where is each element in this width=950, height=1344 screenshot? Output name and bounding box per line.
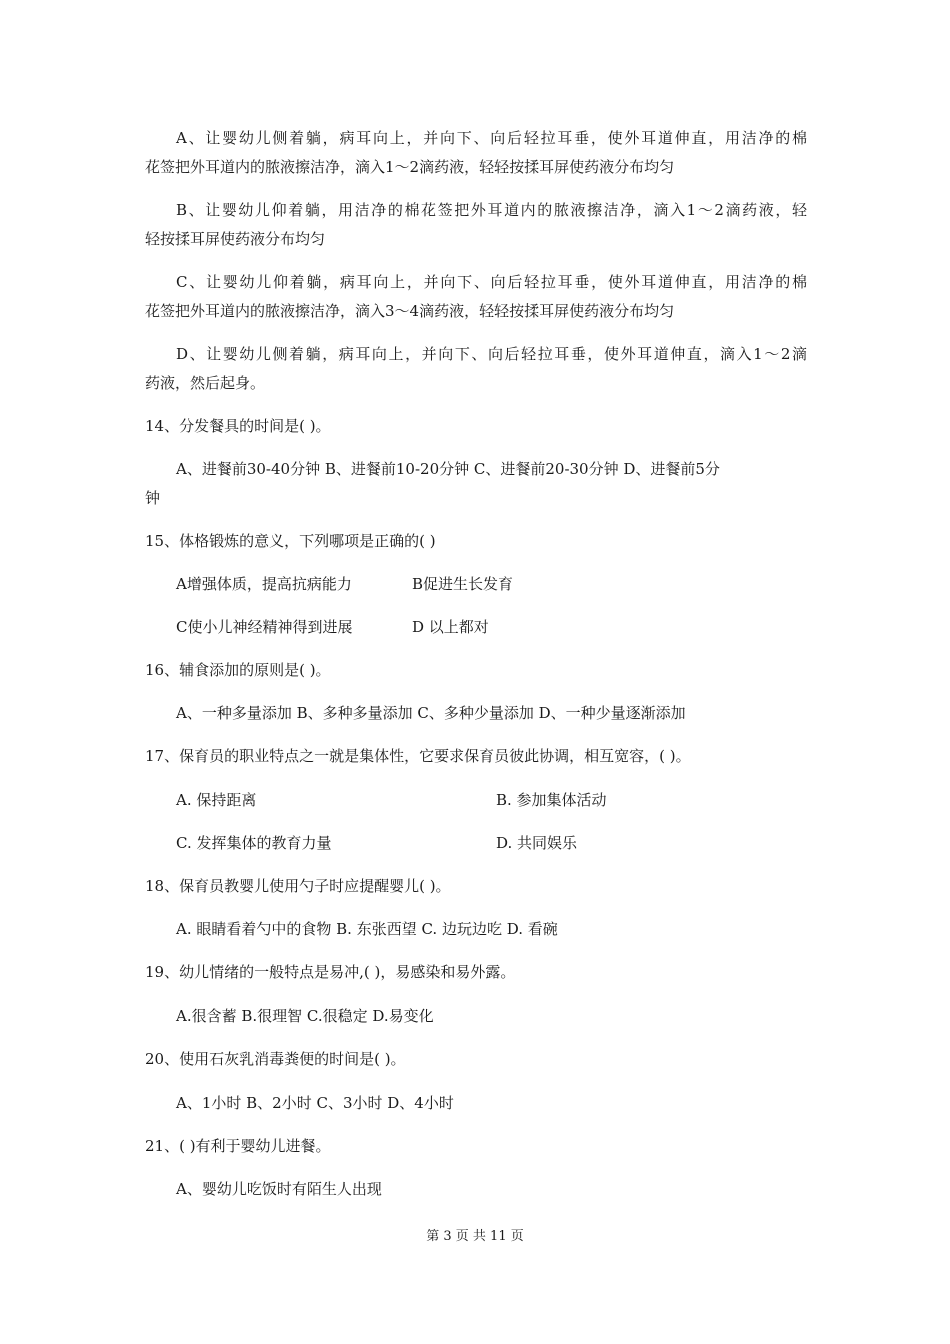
q17-option-b: B. 参加集体活动 (496, 791, 607, 809)
q17-option-a: A. 保持距离 (176, 791, 257, 809)
q13-option-b-line2: 轻按揉耳屏使药液分布均匀 (145, 230, 326, 248)
q13-option-d-line2: 药液，然后起身。 (145, 374, 266, 392)
page-footer: 第 3 页 共 11 页 (426, 1229, 524, 1244)
q13-option-c-line1: C、让婴幼儿仰着躺，病耳向上，并向下、向后轻拉耳垂，使外耳道伸直，用洁净的棉 (176, 273, 807, 291)
q19-question: 19、幼儿情绪的一般特点是易冲,( )，易感染和易外露。 (145, 963, 516, 981)
q13-option-a-line1: A、让婴幼儿侧着躺，病耳向上，并向下、向后轻拉耳垂，使外耳道伸直，用洁净的棉 (176, 129, 807, 147)
q15-question: 15、体格锻炼的意义，下列哪项是正确的( ) (145, 532, 436, 550)
q14-options-line2: 钟 (145, 489, 161, 507)
q20-question: 20、使用石灰乳消毒粪便的时间是( )。 (145, 1050, 406, 1068)
q13-option-d-line1: D、让婴幼儿侧着躺，病耳向上，并向下、向后轻拉耳垂，使外耳道伸直，滴入1～2滴 (176, 345, 807, 363)
q16-options: A、一种多量添加 B、多种多量添加 C、多种少量添加 D、一种少量逐渐添加 (176, 704, 686, 722)
q13-option-b-line1: B、让婴幼儿仰着躺，用洁净的棉花签把外耳道内的脓液擦洁净，滴入1～2滴药液，轻 (176, 201, 807, 219)
q14-question: 14、分发餐具的时间是( )。 (145, 417, 331, 435)
q21-option-a: A、婴幼儿吃饭时有陌生人出现 (176, 1180, 382, 1198)
q19-options: A.很含蓄 B.很理智 C.很稳定 D.易变化 (176, 1007, 434, 1025)
q13-option-c-line2: 花签把外耳道内的脓液擦洁净，滴入3～4滴药液，轻轻按揉耳屏使药液分布均匀 (145, 302, 675, 320)
q18-options: A. 眼睛看着勺中的食物 B. 东张西望 C. 边玩边吃 D. 看碗 (176, 920, 558, 938)
q15-option-a: A增强体质，提高抗病能力 (176, 575, 352, 593)
q15-option-b: B促进生长发育 (412, 575, 514, 593)
q14-options-line1: A、进餐前30-40分钟 B、进餐前10-20分钟 C、进餐前20-30分钟 D、进餐前5分 (176, 460, 720, 478)
q15-option-c: C使小儿神经精神得到进展 (176, 618, 353, 636)
q16-question: 16、辅食添加的原则是( )。 (145, 661, 331, 679)
q17-option-c: C. 发挥集体的教育力量 (176, 834, 332, 852)
q21-question: 21、( )有利于婴幼儿进餐。 (145, 1137, 331, 1155)
q18-question: 18、保育员教婴儿使用勺子时应提醒婴儿( )。 (145, 877, 451, 895)
q13-option-a-line2: 花签把外耳道内的脓液擦洁净，滴入1～2滴药液，轻轻按揉耳屏使药液分布均匀 (145, 158, 675, 176)
q15-option-d: D 以上都对 (412, 618, 489, 636)
q17-question: 17、保育员的职业特点之一就是集体性，它要求保育员彼此协调，相互宽容，( )。 (145, 747, 691, 765)
q20-options: A、1小时 B、2小时 C、3小时 D、4小时 (176, 1094, 454, 1112)
q17-option-d: D. 共同娱乐 (496, 834, 578, 852)
